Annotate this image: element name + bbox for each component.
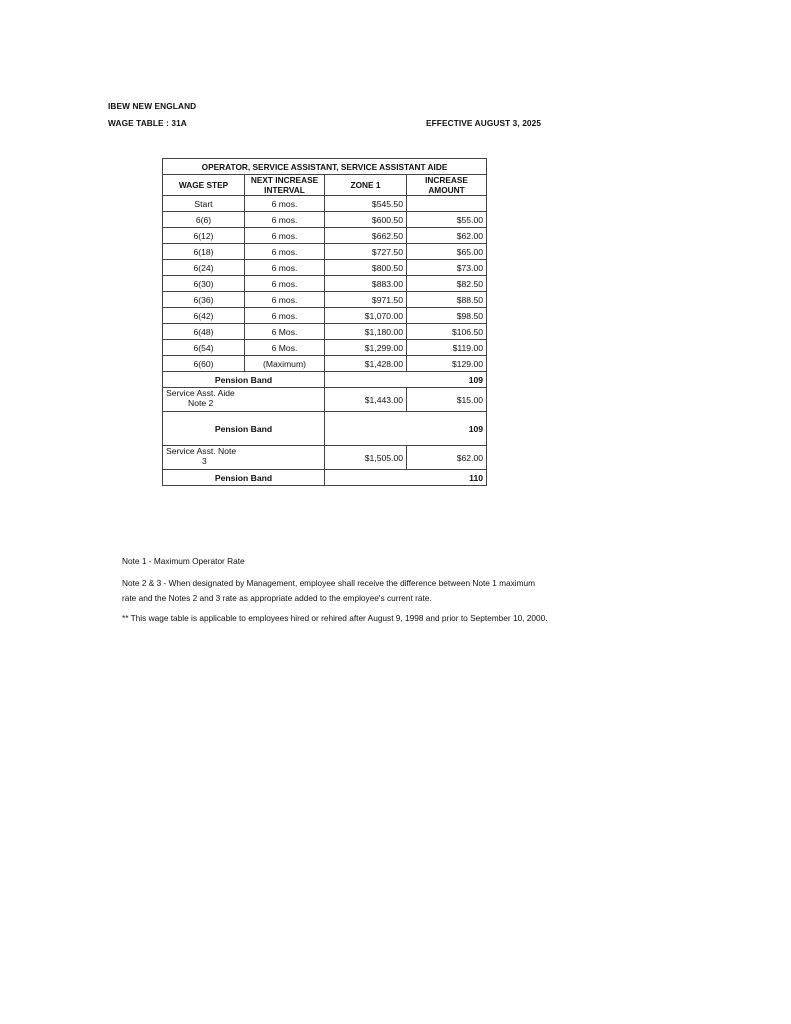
table-row	[163, 196, 487, 212]
wage-step-cell: Start	[163, 196, 245, 212]
asst-label-line2: 3	[202, 456, 207, 466]
interval-cell: 6 mos.	[245, 244, 325, 260]
note-2-3-line1: Note 2 & 3 - When designated by Management, employee shall receive the difference between Note 1 maximum	[122, 578, 536, 588]
col-header-next-increase	[245, 175, 325, 196]
pension-band-row	[163, 372, 487, 388]
asst-row	[163, 446, 487, 470]
asst-zone1: $1,505.00	[325, 446, 407, 470]
interval-cell: 6 Mos.	[245, 340, 325, 356]
increase-cell: $82.50	[407, 276, 487, 292]
aide-zone1: $1,443.00	[325, 388, 407, 412]
table-row	[163, 260, 487, 276]
table-row	[163, 276, 487, 292]
col-header-increase-amount-line2: AMOUNT	[428, 185, 465, 195]
zone1-cell: $600.50	[325, 212, 407, 228]
aide-label-line2: Note 2	[188, 398, 214, 408]
increase-cell: $55.00	[407, 212, 487, 228]
asst-increase: $62.00	[407, 446, 487, 470]
asst-label	[163, 446, 325, 470]
zone1-cell: $545.50	[325, 196, 407, 212]
zone1-cell: $883.00	[325, 276, 407, 292]
wage-step-cell: 6(18)	[163, 244, 245, 260]
pension-band-row	[163, 412, 487, 446]
aide-increase: $15.00	[407, 388, 487, 412]
aide-label-line1: Service Asst. Aide	[166, 388, 235, 398]
table-row	[163, 228, 487, 244]
wage-step-cell: 6(60)	[163, 356, 245, 372]
interval-cell: 6 mos.	[245, 228, 325, 244]
aide-row	[163, 388, 487, 412]
note-applicability: ** This wage table is applicable to employees hired or rehired after August 9, 1998 and prior to September 10, 2000.	[122, 613, 548, 623]
increase-cell: $119.00	[407, 340, 487, 356]
wage-table	[162, 158, 487, 486]
zone1-cell: $727.50	[325, 244, 407, 260]
wage-step-cell: 6(36)	[163, 292, 245, 308]
increase-cell: $65.00	[407, 244, 487, 260]
pension-band-label: Pension Band	[163, 412, 325, 446]
zone1-cell: $1,180.00	[325, 324, 407, 340]
interval-cell: 6 mos.	[245, 260, 325, 276]
increase-cell: $106.50	[407, 324, 487, 340]
pension-band-value: 109	[325, 412, 487, 446]
increase-cell: $129.00	[407, 356, 487, 372]
wage-table-title: WAGE TABLE : 31A	[108, 118, 187, 128]
table-group-title: OPERATOR, SERVICE ASSISTANT, SERVICE ASSISTANT AIDE	[163, 159, 487, 175]
table-row	[163, 356, 487, 372]
table-row	[163, 212, 487, 228]
zone1-cell: $971.50	[325, 292, 407, 308]
col-header-wage-step	[163, 175, 245, 196]
table-row	[163, 292, 487, 308]
pension-band-label: Pension Band	[163, 470, 325, 486]
wage-step-cell: 6(24)	[163, 260, 245, 276]
col-header-zone1	[325, 175, 407, 196]
interval-cell: 6 Mos.	[245, 324, 325, 340]
pension-band-value: 110	[325, 470, 487, 486]
zone1-cell: $1,070.00	[325, 308, 407, 324]
col-header-next-increase-line1: NEXT INCREASE	[250, 175, 319, 185]
col-header-wage-step-line: WAGE STEP	[178, 180, 229, 190]
wage-step-cell: 6(54)	[163, 340, 245, 356]
col-header-next-increase-line2: INTERVAL	[264, 185, 305, 195]
interval-cell: 6 mos.	[245, 292, 325, 308]
pension-band-row	[163, 470, 487, 486]
table-row	[163, 324, 487, 340]
increase-cell: $98.50	[407, 308, 487, 324]
pension-band-label: Pension Band	[163, 372, 325, 388]
aide-label	[163, 388, 325, 412]
wage-step-cell: 6(12)	[163, 228, 245, 244]
increase-cell: $62.00	[407, 228, 487, 244]
col-header-increase-amount	[407, 175, 487, 196]
table-row	[163, 244, 487, 260]
zone1-cell: $662.50	[325, 228, 407, 244]
table-row	[163, 340, 487, 356]
pension-band-value: 109	[325, 372, 487, 388]
table-row	[163, 308, 487, 324]
org-title: IBEW NEW ENGLAND	[108, 101, 197, 111]
interval-cell: 6 mos.	[245, 212, 325, 228]
note-2-3	[122, 576, 622, 606]
zone1-cell: $1,428.00	[325, 356, 407, 372]
interval-cell: (Maximum)	[245, 356, 325, 372]
col-header-increase-amount-line1: INCREASE	[425, 175, 468, 185]
zone1-cell: $800.50	[325, 260, 407, 276]
effective-date: EFFECTIVE AUGUST 3, 2025	[426, 118, 542, 128]
zone1-cell: $1,299.00	[325, 340, 407, 356]
wage-step-cell: 6(42)	[163, 308, 245, 324]
interval-cell: 6 mos.	[245, 276, 325, 292]
asst-label-line1: Service Asst. Note	[166, 446, 237, 456]
wage-step-cell: 6(30)	[163, 276, 245, 292]
note-1: Note 1 - Maximum Operator Rate	[122, 556, 245, 566]
increase-cell	[407, 196, 487, 212]
increase-cell: $73.00	[407, 260, 487, 276]
interval-cell: 6 mos.	[245, 196, 325, 212]
increase-cell: $88.50	[407, 292, 487, 308]
interval-cell: 6 mos.	[245, 308, 325, 324]
wage-step-cell: 6(48)	[163, 324, 245, 340]
wage-step-cell: 6(6)	[163, 212, 245, 228]
note-2-3-line2: rate and the Notes 2 and 3 rate as appropriate added to the employee's current rate.	[122, 593, 432, 603]
col-header-zone1-line: ZONE 1	[350, 180, 381, 190]
